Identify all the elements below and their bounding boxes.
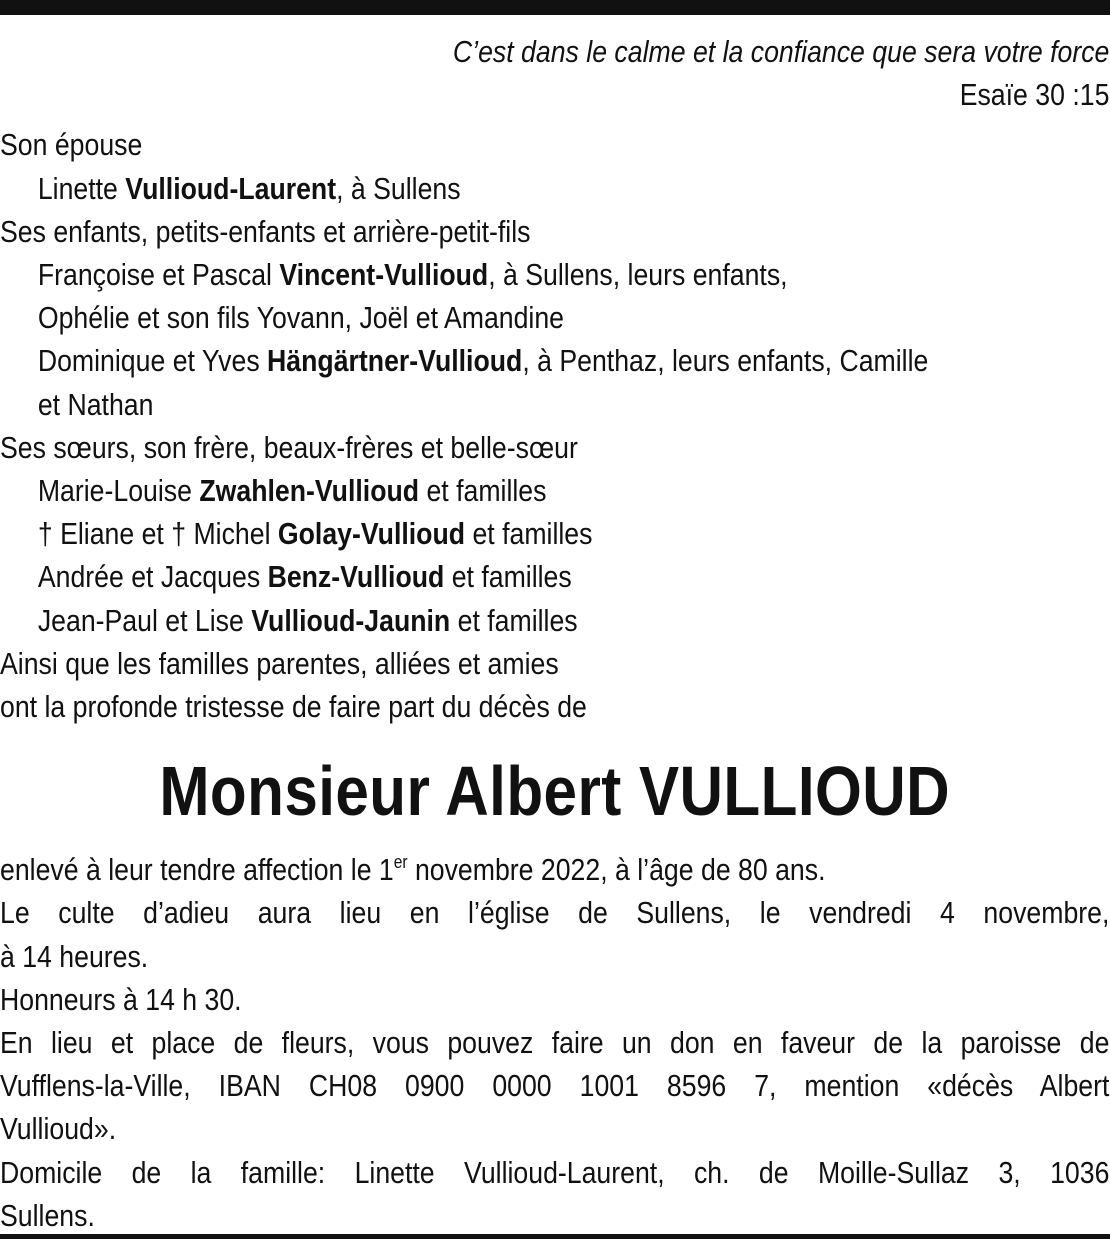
service-line-2: à 14 heures. bbox=[0, 938, 149, 974]
sib4-first: Jean-Paul et Lise bbox=[37, 602, 252, 638]
sib4-surname: Vullioud-Jaunin bbox=[251, 602, 451, 638]
child-entry-1 bbox=[0, 253, 1109, 296]
bottom-rule bbox=[0, 1234, 1110, 1239]
sibling-entry-2 bbox=[0, 512, 1109, 555]
sibling-entry-3 bbox=[0, 555, 1109, 598]
bible-verse: C’est dans le calme et la confiance que sera votre force bbox=[452, 34, 1110, 69]
date-ordinal: er bbox=[393, 852, 408, 873]
deceased-name: Monsieur Albert VULLIOUD bbox=[159, 752, 951, 831]
child-entry-1-continued: Ophélie et son fils Yovann, Joël et Amandine bbox=[37, 300, 564, 336]
honours-line: Honneurs à 14 h 30. bbox=[0, 981, 242, 1017]
sib2-surname: Golay-Vullioud bbox=[277, 516, 466, 552]
top-rule bbox=[0, 0, 1110, 15]
domicile-paragraph bbox=[0, 1151, 1109, 1194]
sibling-entry-4 bbox=[0, 599, 1109, 642]
donation-line-3: Vullioud». bbox=[0, 1111, 117, 1147]
verse-reference: Esaïe 30 :15 bbox=[959, 77, 1110, 113]
spouse-entry bbox=[0, 167, 1109, 210]
sibling-entry-1 bbox=[0, 469, 1109, 512]
sib1-rest: et familles bbox=[419, 473, 547, 509]
spouse-place: , à Sullens bbox=[336, 170, 461, 206]
spouse-first: Linette bbox=[37, 170, 126, 206]
service-paragraph bbox=[0, 891, 1109, 934]
donation-line-2: Vufflens-la-Ville, IBAN CH08 0900 0000 1001 8596 7, mention «décès Albert bbox=[0, 1068, 1110, 1104]
others-line: Ainsi que les familles parentes, alliées et amies bbox=[0, 645, 559, 681]
sib3-first: Andrée et Jacques bbox=[37, 559, 268, 595]
sib3-rest: et familles bbox=[444, 559, 572, 595]
child2-surname: Hängärtner-Vullioud bbox=[267, 343, 523, 379]
child1-surname: Vincent-Vullioud bbox=[279, 257, 489, 293]
obituary-notice bbox=[0, 30, 1109, 1237]
children-heading: Ses enfants, petits-enfants et arrière-petit-fils bbox=[0, 213, 531, 249]
domicile-line-2: Sullens. bbox=[0, 1197, 95, 1233]
siblings-heading: Ses sœurs, son frère, beaux-frères et belle-sœur bbox=[0, 429, 578, 465]
service-line-1: Le culte d’adieu aura lieu en l’église de Sullens, le vendredi 4 novembre, bbox=[0, 895, 1110, 931]
death-line bbox=[0, 848, 1109, 891]
child2-first: Dominique et Yves bbox=[37, 343, 268, 379]
child1-first: Françoise et Pascal bbox=[37, 257, 280, 293]
sib1-first: Marie-Louise bbox=[37, 473, 200, 509]
child-entry-2 bbox=[0, 339, 1109, 382]
sib4-rest: et familles bbox=[450, 602, 578, 638]
spacer bbox=[0, 116, 1109, 123]
sib1-surname: Zwahlen-Vullioud bbox=[199, 473, 420, 509]
sib3-surname: Benz-Vullioud bbox=[267, 559, 445, 595]
spouse-surname: Vullioud-Laurent bbox=[125, 170, 337, 206]
spouse-heading: Son épouse bbox=[0, 127, 143, 163]
child2-rest: , à Penthaz, leurs enfants, Camille bbox=[522, 343, 929, 379]
child-entry-2-continued: et Nathan bbox=[37, 386, 154, 422]
sib2-rest: et familles bbox=[465, 516, 593, 552]
death-after: novembre 2022, à l’âge de 80 ans. bbox=[407, 852, 826, 888]
donation-paragraph bbox=[0, 1021, 1109, 1107]
death-before: enlevé à leur tendre affection le 1 bbox=[0, 852, 394, 888]
child1-rest: , à Sullens, leurs enfants, bbox=[488, 257, 788, 293]
announcement-line: ont la profonde tristesse de faire part du décès de bbox=[0, 689, 587, 725]
donation-line-1: En lieu et place de fleurs, vous pouvez faire un don en faveur de la paroisse de bbox=[0, 1025, 1110, 1061]
domicile-line-1: Domicile de la famille: Linette Vullioud-Laurent, ch. de Moille-Sullaz 3, 1036 bbox=[0, 1154, 1110, 1190]
sib2-first: † Eliane et † Michel bbox=[37, 516, 278, 552]
